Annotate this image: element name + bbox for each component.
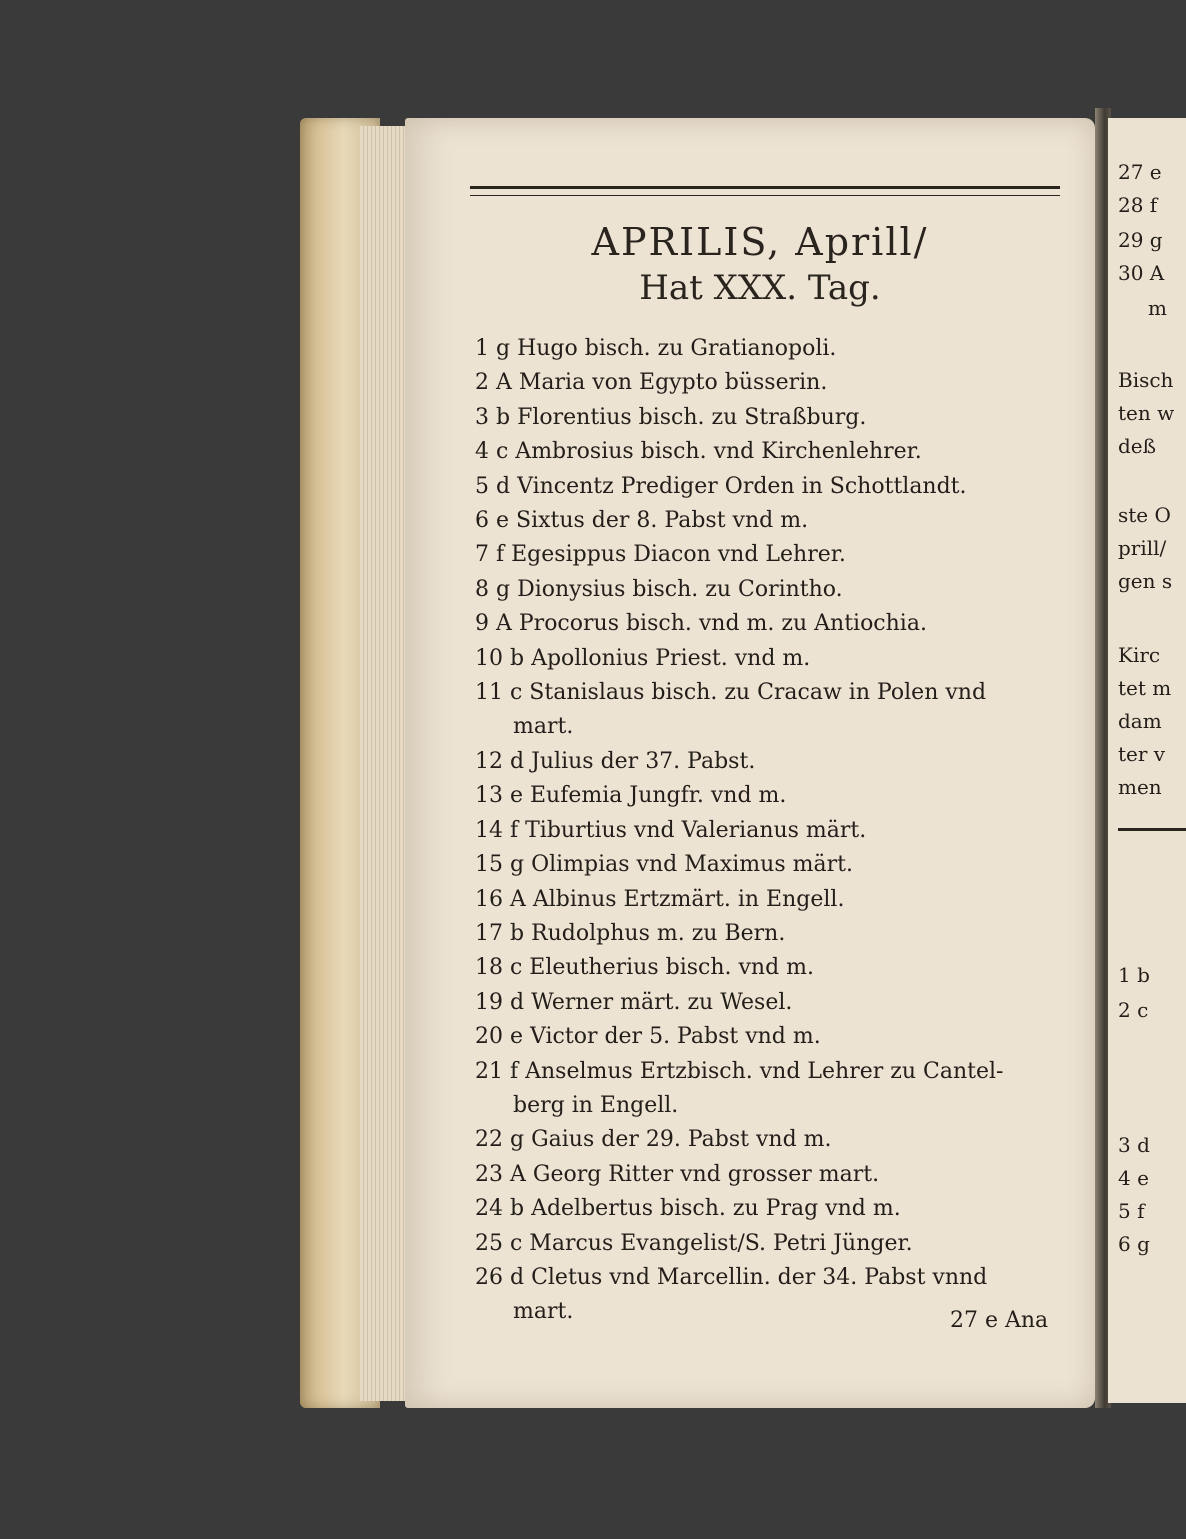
right-page-rule [1118,828,1186,831]
header-rule [470,186,1060,196]
entry: 21 f Anselmus Ertzbisch. vnd Lehrer zu Cantel- [475,1058,1004,1084]
right-page-line: Bisch [1118,368,1174,392]
entry: 16 A Albinus Ertzmärt. in Engell. [475,886,845,912]
entry-continuation: mart. [513,1299,574,1325]
right-page-line: 1 b [1118,963,1150,987]
entry: 1 g Hugo bisch. zu Gratianopoli. [475,336,837,361]
catchword: 27 e Ana [950,1308,1049,1333]
entry: 6 e Sixtus der 8. Pabst vnd m. [475,508,809,534]
entry: 20 e Victor der 5. Pabst vnd m. [475,1024,821,1050]
entry: 24 b Adelbertus bisch. zu Prag vnd m. [475,1196,901,1222]
entry-continuation: mart. [513,714,574,740]
entry: 14 f Tiburtius vnd Valerianus märt. [475,817,867,843]
book [300,108,1186,1408]
entry: 13 e Eufemia Jungfr. vnd m. [475,783,787,809]
entry: 25 c Marcus Evangelist/S. Petri Jünger. [475,1230,913,1256]
page-subtitle: Hat XXX. Tag. [639,268,881,308]
right-page-line: deß [1118,434,1156,458]
right-page-line: 4 e [1118,1166,1149,1190]
right-page-line: 5 f [1118,1199,1145,1223]
right-page-line: Kirc [1118,643,1161,667]
page-title: APRILIS, Aprill/ [591,220,929,264]
entry-continuation: berg in Engell. [513,1092,679,1118]
entry: 12 d Julius der 37. Pabst. [475,748,756,774]
right-page-line: 2 c [1118,998,1149,1022]
right-page-line: m [1148,296,1167,320]
right-page-line: 28 f [1118,193,1158,217]
entry: 11 c Stanislaus bisch. zu Cracaw in Polen vnd [475,680,987,706]
right-page-line: 30 A [1118,261,1165,285]
entry: 23 A Georg Ritter vnd grosser mart. [475,1161,880,1187]
entry: 26 d Cletus vnd Marcellin. der 34. Pabst vnnd [475,1264,988,1290]
entry: 8 g Dionysius bisch. zu Corintho. [475,576,843,602]
right-page-line: gen s [1118,569,1173,593]
entry: 2 A Maria von Egypto büsserin. [475,370,828,396]
entry: 17 b Rudolphus m. zu Bern. [475,920,786,946]
entry: 18 c Eleutherius bisch. vnd m. [475,955,815,981]
entry: 7 f Egesippus Diacon vnd Lehrer. [475,542,846,568]
right-page-line: ter v [1118,742,1166,766]
right-page-line: 29 g [1118,228,1163,252]
right-page-line: tet m [1118,676,1172,700]
right-page-line: 3 d [1118,1133,1150,1157]
right-page-line: ste O [1118,503,1171,527]
right-page-line: prill/ [1118,536,1167,560]
right-page-line: 27 e [1118,160,1162,184]
calendar-entries [475,332,1085,1330]
right-page-line: 6 g [1118,1232,1150,1256]
entry: 4 c Ambrosius bisch. vnd Kirchenlehrer. [475,439,922,465]
right-page-line: ten w [1118,401,1175,425]
entry: 5 d Vincentz Prediger Orden in Schottlandt. [475,473,967,499]
right-page-fragment [1108,118,1186,1403]
entry: 15 g Olimpias vnd Maximus märt. [475,852,853,878]
entry: 9 A Procorus bisch. vnd m. zu Antiochia. [475,611,927,637]
entry: 19 d Werner märt. zu Wesel. [475,989,793,1015]
entry: 3 b Florentius bisch. zu Straßburg. [475,404,867,430]
right-page-line: dam [1118,709,1162,733]
entry: 22 g Gaius der 29. Pabst vnd m. [475,1127,832,1153]
right-page-line: men [1118,775,1162,799]
entry: 10 b Apollonius Priest. vnd m. [475,645,811,671]
